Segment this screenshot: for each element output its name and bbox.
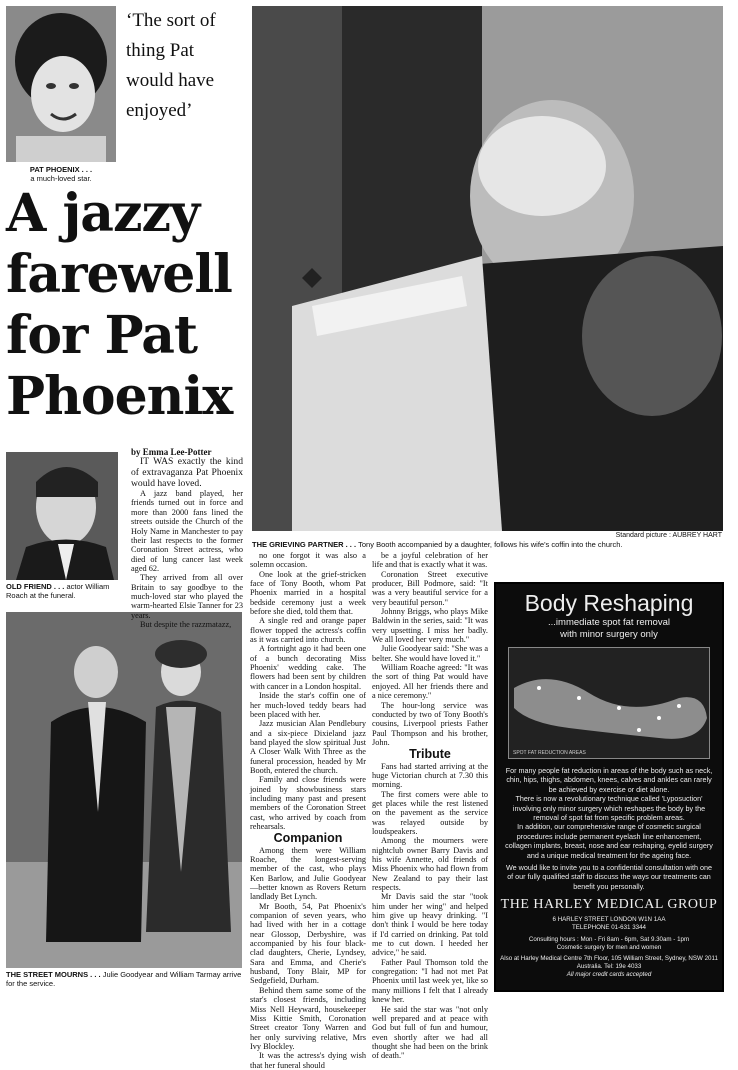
paragraph: no one forgot it was also a solemn occasion. bbox=[250, 551, 366, 570]
ad-paragraph: There is now a revolutionary technique called 'Lyposuction' involving only minor surgery which reshapes the body by the removal of spot fat from specific problem areas. bbox=[512, 794, 706, 823]
ad-address: 6 HARLEY STREET LONDON W1N 1AA bbox=[552, 916, 666, 924]
paragraph: Coronation Street executive producer, Bill Podmore, said: "It was a very beautiful service for a very beautiful person." bbox=[372, 569, 488, 607]
headline bbox=[6, 183, 250, 427]
paragraph: But despite the razzmatazz, bbox=[140, 619, 232, 629]
paragraph: Julie Goodyear said: "She was a belter. She would have loved it." bbox=[372, 644, 488, 663]
main-caption: THE GRIEVING PARTNER . . . Tony Booth accompanied by a daughter, follows his wife's coffin into the church. bbox=[252, 540, 623, 549]
pull-quote: ‘The sort of thing Pat would have enjoyed’ bbox=[126, 10, 216, 121]
headline-line: for Pat bbox=[6, 305, 197, 366]
pat-phoenix-photo bbox=[6, 6, 116, 162]
subheading-tribute: Tribute bbox=[409, 747, 451, 762]
paragraph: Behind them same some of the star's closest friends, including Miss Nell Heyward, housekeeper Miss Kittie Smith, Coronation Street creator Tony Warren and her only surviving relative, Mrs Ivy Blockley. bbox=[250, 985, 366, 1051]
paragraph: A jazz band played, her friends turned out in force and more than 2000 fans lined the streets outside the Church of the Holy Name in Manchester to pay their last respects to the former Coronation Street actress, who died of lung cancer last week aged 62. bbox=[131, 489, 243, 573]
byline: by Emma Lee-Potter bbox=[131, 447, 212, 457]
william-roache-photo bbox=[6, 452, 118, 580]
paragraph: He said the star was "not only well prepared and at peace with God but full of fun and humour, even shortly after we had all thought she had been on the brink of death." bbox=[372, 1004, 488, 1061]
ad-image-caption: SPOT FAT REDUCTION AREAS bbox=[513, 750, 586, 756]
paragraph: One look at the grief-stricken face of Tony Booth, whom Pat Phoenix married in a hospital bedside ceremony just a week before she died, told them that. bbox=[250, 569, 366, 617]
paragraph: IT WAS exactly the kind of extravaganza Pat Phoenix would have loved. bbox=[131, 456, 243, 489]
ad-paragraph: In addition, our comprehensive range of cosmetic surgical procedures include permanent eyelash line enhancement, collagen implants, breast, nose and ear reshaping, eyelid surgery and a unique medical treatment for the ageing face. bbox=[505, 822, 713, 860]
article-column-1 bbox=[131, 448, 243, 629]
paragraph: It was the actress's dying wish that her funeral should bbox=[250, 1051, 366, 1070]
friend-caption: OLD FRIEND . . . actor William Roach at the funeral. bbox=[6, 582, 110, 600]
paragraph: Mr Booth, 54, Pat Phoenix's companion of seven years, who had lived with her in a cottage near Glossop, Derbyshire, was accompanied by his four black-clad daughters, Cherie, Lyndsey, Sara and Emma, and Cherie's husband, Tony Blair, MP for Sedgefield, Durham. bbox=[250, 901, 366, 986]
paragraph: The hour-long service was conducted by two of Tony Booth's cousins, Liverpool priests Father Paul Thompson and his brother, John. bbox=[372, 700, 488, 747]
ad-subtitle-line: ...immediate spot fat removal bbox=[548, 617, 670, 628]
paragraph: Mr Davis said the star "took him under her wing" and helped him give up heavy drinking. "I don't think I would be here today if I'd carried on drinking. Pat told me to cut down. I heeded her advice," he said. bbox=[372, 892, 488, 958]
main-photo bbox=[252, 6, 723, 531]
ad-also: Also at Harley Medical Centre 7th Floor, 105 William Street, Sydney, NSW 2011 Australia. Tel: 19e 4033 bbox=[500, 955, 718, 971]
paragraph: They arrived from all over Britain to say goodbye to the much-loved star who played the warm-hearted Elsie Tanner for 23 years. bbox=[131, 573, 243, 620]
photo-credit: Standard picture : AUBREY HART bbox=[615, 532, 722, 539]
paragraph: A single red and orange paper flower topped the actress's coffin as it was carried into church. bbox=[250, 616, 366, 645]
headline-line: farewell bbox=[6, 244, 232, 305]
ad-body-illustration bbox=[508, 647, 710, 759]
paragraph: Jazz musician Alan Pendlebury and a six-piece Dixieland jazz band played the slow spiritual Just A Closer Walk With Three as the funeral procession, headed by Mr Booth, entered the church. bbox=[250, 719, 366, 775]
paragraph: Father Paul Thomson told the congregation: "I had not met Pat Phoenix until last week yet, like so many millions I felt that I already knew her. bbox=[372, 957, 488, 1005]
paragraph: Fans had started arriving at the huge Victorian church at 7.30 this morning. bbox=[372, 761, 488, 790]
paragraph: A fortnight ago it had been one of a bunch decorating Miss Phoenix' wedding cake. The flowers had been sent by children with cancer in a London hospital. bbox=[250, 644, 366, 691]
paragraph: Inside the star's coffin one of her much-loved teddy bears had been placed with her. bbox=[250, 691, 366, 719]
ad-paragraph: We would like to invite you to a confidential consultation with one of our fully qualified staff to discuss the ways our treatments can benefit you personally. bbox=[505, 863, 713, 891]
paragraph: Family and close friends were joined by showbusiness stars including many past and present members of the Coronation Street cast, who arrived by coach from rehearsals. bbox=[250, 775, 366, 831]
paragraph: William Roache agreed: "It was the sort of thing Pat would have enjoyed. All her friends there and a nice ceremony." bbox=[372, 663, 488, 701]
ad-subtitle-line: with minor surgery only bbox=[560, 629, 658, 640]
street-mourns-photo bbox=[6, 612, 242, 968]
ad-body bbox=[496, 766, 722, 891]
paragraph: Among them were William Roache, the longest-serving member of the cast, who plays Ken Barlow, and Julie Goodyear—better known as Rovers Return landlady Bet Lynch. bbox=[250, 845, 366, 902]
paragraph: be a joyful celebration of her life and that is exactly what it was. bbox=[372, 551, 488, 570]
ad-cards: All major credit cards accepted bbox=[566, 971, 652, 979]
paragraph: The first comers were able to get places while the rest listened on the pavement as the service was relayed outside by loudspeakers. bbox=[372, 789, 488, 836]
article-column-3 bbox=[372, 551, 488, 1061]
ad-title: Body Reshaping bbox=[524, 590, 694, 616]
paragraph: Among the mourners were nightclub owner Barry Davis and his wife Annette, old friends of Miss Phoenix who had flown from New Zealand to pay their last respects. bbox=[372, 836, 488, 893]
paragraph: Johnny Briggs, who plays Mike Baldwin in the series, said: "It was very upsetting. I miss her badly. We all loved her very much." bbox=[372, 607, 488, 645]
ad-paragraph: For many people fat reduction in areas of the body such as neck, chin, hips, thighs, abdomen, knees, calves and ankles can rarely be achieved by exercise or diet alone. bbox=[505, 766, 713, 794]
pat-caption: PAT PHOENIX . . . a much-loved star. bbox=[29, 165, 93, 183]
article-column-2 bbox=[250, 551, 366, 1070]
ad-services: Cosmetic surgery for men and women bbox=[556, 944, 662, 952]
headline-line: Phoenix bbox=[6, 366, 233, 427]
ad-hours: Consulting hours : Mon - Fri 8am - 6pm, Sat 9.30am - 1pm bbox=[528, 936, 690, 944]
ad-brand: THE HARLEY MEDICAL GROUP bbox=[500, 897, 718, 913]
mourners-caption: THE STREET MOURNS . . . Julie Goodyear and William Tarmay arrive for the service. bbox=[6, 970, 242, 988]
ad-phone: TELEPHONE 01-631 3344 bbox=[572, 924, 646, 932]
harley-medical-ad bbox=[494, 582, 724, 992]
headline-line: A jazzy bbox=[6, 183, 200, 244]
subheading-companion: Companion bbox=[273, 831, 343, 846]
